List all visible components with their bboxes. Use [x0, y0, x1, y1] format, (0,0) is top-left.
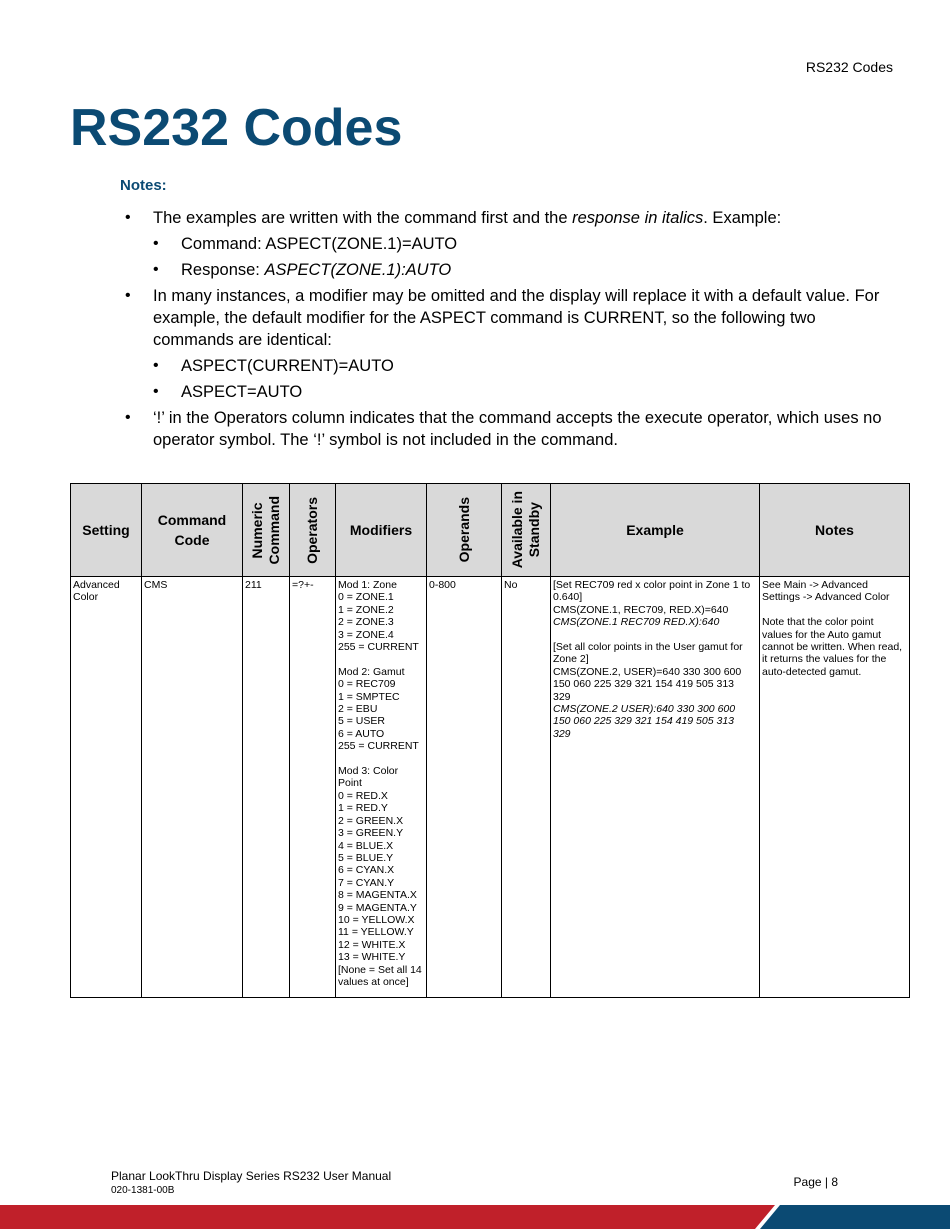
cell-line: 2 = ZONE.3	[338, 616, 394, 629]
cell-line: 2 = EBU	[338, 703, 378, 716]
footer-color-bar	[0, 1205, 950, 1229]
cell-line: 150 060 225 329 321 154 419 505 313	[553, 715, 735, 728]
note-item: • In many instances, a modifier may be omitted and the display will replace it with a default value. For example, the default modifier for the ASPECT command is CURRENT, so the following two commands are identical:	[125, 285, 895, 351]
header-example: Example	[551, 484, 760, 577]
footer-red-band	[0, 1205, 775, 1229]
cell-setting: Advanced Color	[71, 577, 142, 998]
cell-line: 150 060 225 329 321 154 419 505 313	[553, 678, 735, 691]
cell-line: Mod 1: Zone	[338, 579, 397, 591]
cell-line: Mod 3: Color	[338, 765, 399, 778]
cell-line: 10 = YELLOW.X	[338, 913, 415, 926]
cell-line: 11 = YELLOW.Y	[338, 926, 414, 939]
cell-line: CMS(ZONE.2 USER):640 330 300 600	[553, 703, 736, 716]
footer-info	[111, 1169, 391, 1196]
cell-line: CMS(ZONE.2, USER)=640 330 300 600	[553, 665, 742, 678]
cell-example	[551, 577, 760, 998]
header-numeric-command: Numeric Command	[243, 484, 290, 577]
cell-line: CMS(ZONE.1, REC709, RED.X)=640	[553, 603, 729, 616]
cell-line: values at once]	[338, 975, 409, 988]
note-item: • The examples are written with the command first and the response in italics. Example:	[125, 207, 895, 229]
note-subitem: • Command: ASPECT(ZONE.1)=AUTO	[153, 233, 895, 255]
cell-line: 3 = GREEN.Y	[338, 827, 404, 840]
table-row	[71, 577, 910, 998]
header-operators: Operators	[290, 484, 336, 577]
page-title: RS232 Codes	[70, 99, 403, 157]
notes-heading: Notes:	[120, 177, 167, 194]
cell-operands: 0-800	[427, 577, 502, 998]
cell-line: 329	[553, 727, 571, 740]
cell-line: 13 = WHITE.Y	[338, 951, 406, 964]
cell-line	[338, 753, 424, 765]
cell-line: 0 = ZONE.1	[338, 591, 394, 604]
cell-line: Note that the color point	[762, 616, 874, 629]
cell-line: Settings -> Advanced Color	[762, 591, 890, 604]
cell-line: 5 = BLUE.Y	[338, 851, 394, 864]
cell-line: Zone 2]	[553, 653, 589, 666]
cell-line	[553, 629, 757, 641]
cell-line: 6 = CYAN.X	[338, 864, 395, 877]
header-operands: Operands	[427, 484, 502, 577]
cell-line: 1 = ZONE.2	[338, 603, 394, 616]
cell-command-code: CMS	[142, 577, 243, 998]
cell-line: 1 = SMPTEC	[338, 690, 400, 703]
cell-line	[338, 653, 424, 665]
cell-standby: No	[502, 577, 551, 998]
cell-line: Mod 2: Gamut	[338, 665, 405, 678]
cell-line: 9 = MAGENTA.Y	[338, 901, 417, 914]
header-setting: Setting	[71, 484, 142, 577]
header-notes: Notes	[760, 484, 910, 577]
cell-line: 0 = RED.X	[338, 789, 388, 802]
cell-line: 12 = WHITE.X	[338, 938, 406, 951]
cell-line: 3 = ZONE.4	[338, 628, 394, 641]
cell-line: 1 = RED.Y	[338, 802, 388, 815]
cell-line	[762, 604, 907, 616]
cell-numeric: 211	[243, 577, 290, 998]
cell-line: CMS(ZONE.1 REC709 RED.X):640	[553, 616, 720, 629]
cell-operators: =?+-	[290, 577, 336, 998]
cell-line: 329	[553, 690, 571, 703]
cell-line: 8 = MAGENTA.X	[338, 889, 417, 902]
header-available-in-standby: Available in Standby	[502, 484, 551, 577]
footer-manual-title: Planar LookThru Display Series RS232 User Manual	[111, 1169, 392, 1183]
cell-line: 5 = USER	[338, 715, 385, 728]
footer-doc-code: 020-1381-00B	[111, 1185, 175, 1196]
running-header: RS232 Codes	[805, 59, 893, 75]
cell-line: [Set REC709 red x color point in Zone 1 to	[553, 579, 751, 591]
cell-line: values for the Auto gamut	[762, 628, 882, 641]
cell-line: Point	[338, 777, 362, 790]
cell-modifiers	[336, 577, 427, 998]
note-item: • ‘!’ in the Operators column indicates that the command accepts the execute operator, which uses no operator symbol. The ‘!’ symbol is not included in the command.	[125, 407, 895, 451]
cell-line: 4 = BLUE.X	[338, 839, 394, 852]
cell-line: [None = Set all 14	[338, 963, 422, 976]
cell-line: cannot be written. When read,	[762, 641, 903, 654]
notes-list	[125, 207, 895, 455]
cell-line: 255 = CURRENT	[338, 641, 419, 654]
cell-notes	[760, 577, 910, 998]
cell-line: auto-detected gamut.	[762, 665, 862, 678]
cell-line: it returns the values for the	[762, 653, 887, 666]
note-subitem: • ASPECT(CURRENT)=AUTO	[153, 355, 895, 377]
note-subitem: • ASPECT=AUTO	[153, 381, 895, 403]
cell-line: 0.640]	[553, 591, 583, 604]
cell-line: 2 = GREEN.X	[338, 814, 404, 827]
page-number: Page | 8	[793, 1175, 838, 1189]
header-modifiers: Modifiers	[336, 484, 427, 577]
cell-line: 0 = REC709	[338, 678, 396, 691]
cell-line: 255 = CURRENT	[338, 740, 419, 753]
cell-line: [Set all color points in the User gamut for	[553, 641, 743, 654]
cell-line: See Main -> Advanced	[762, 579, 868, 591]
note-subitem: • Response: ASPECT(ZONE.1):AUTO	[153, 259, 895, 281]
footer-blue-band	[760, 1205, 950, 1229]
table-header-row	[71, 484, 910, 577]
cell-line: 7 = CYAN.Y	[338, 876, 395, 889]
rs232-codes-table	[70, 483, 910, 998]
header-command-code: Command Code	[142, 484, 243, 577]
cell-line: 6 = AUTO	[338, 727, 385, 740]
